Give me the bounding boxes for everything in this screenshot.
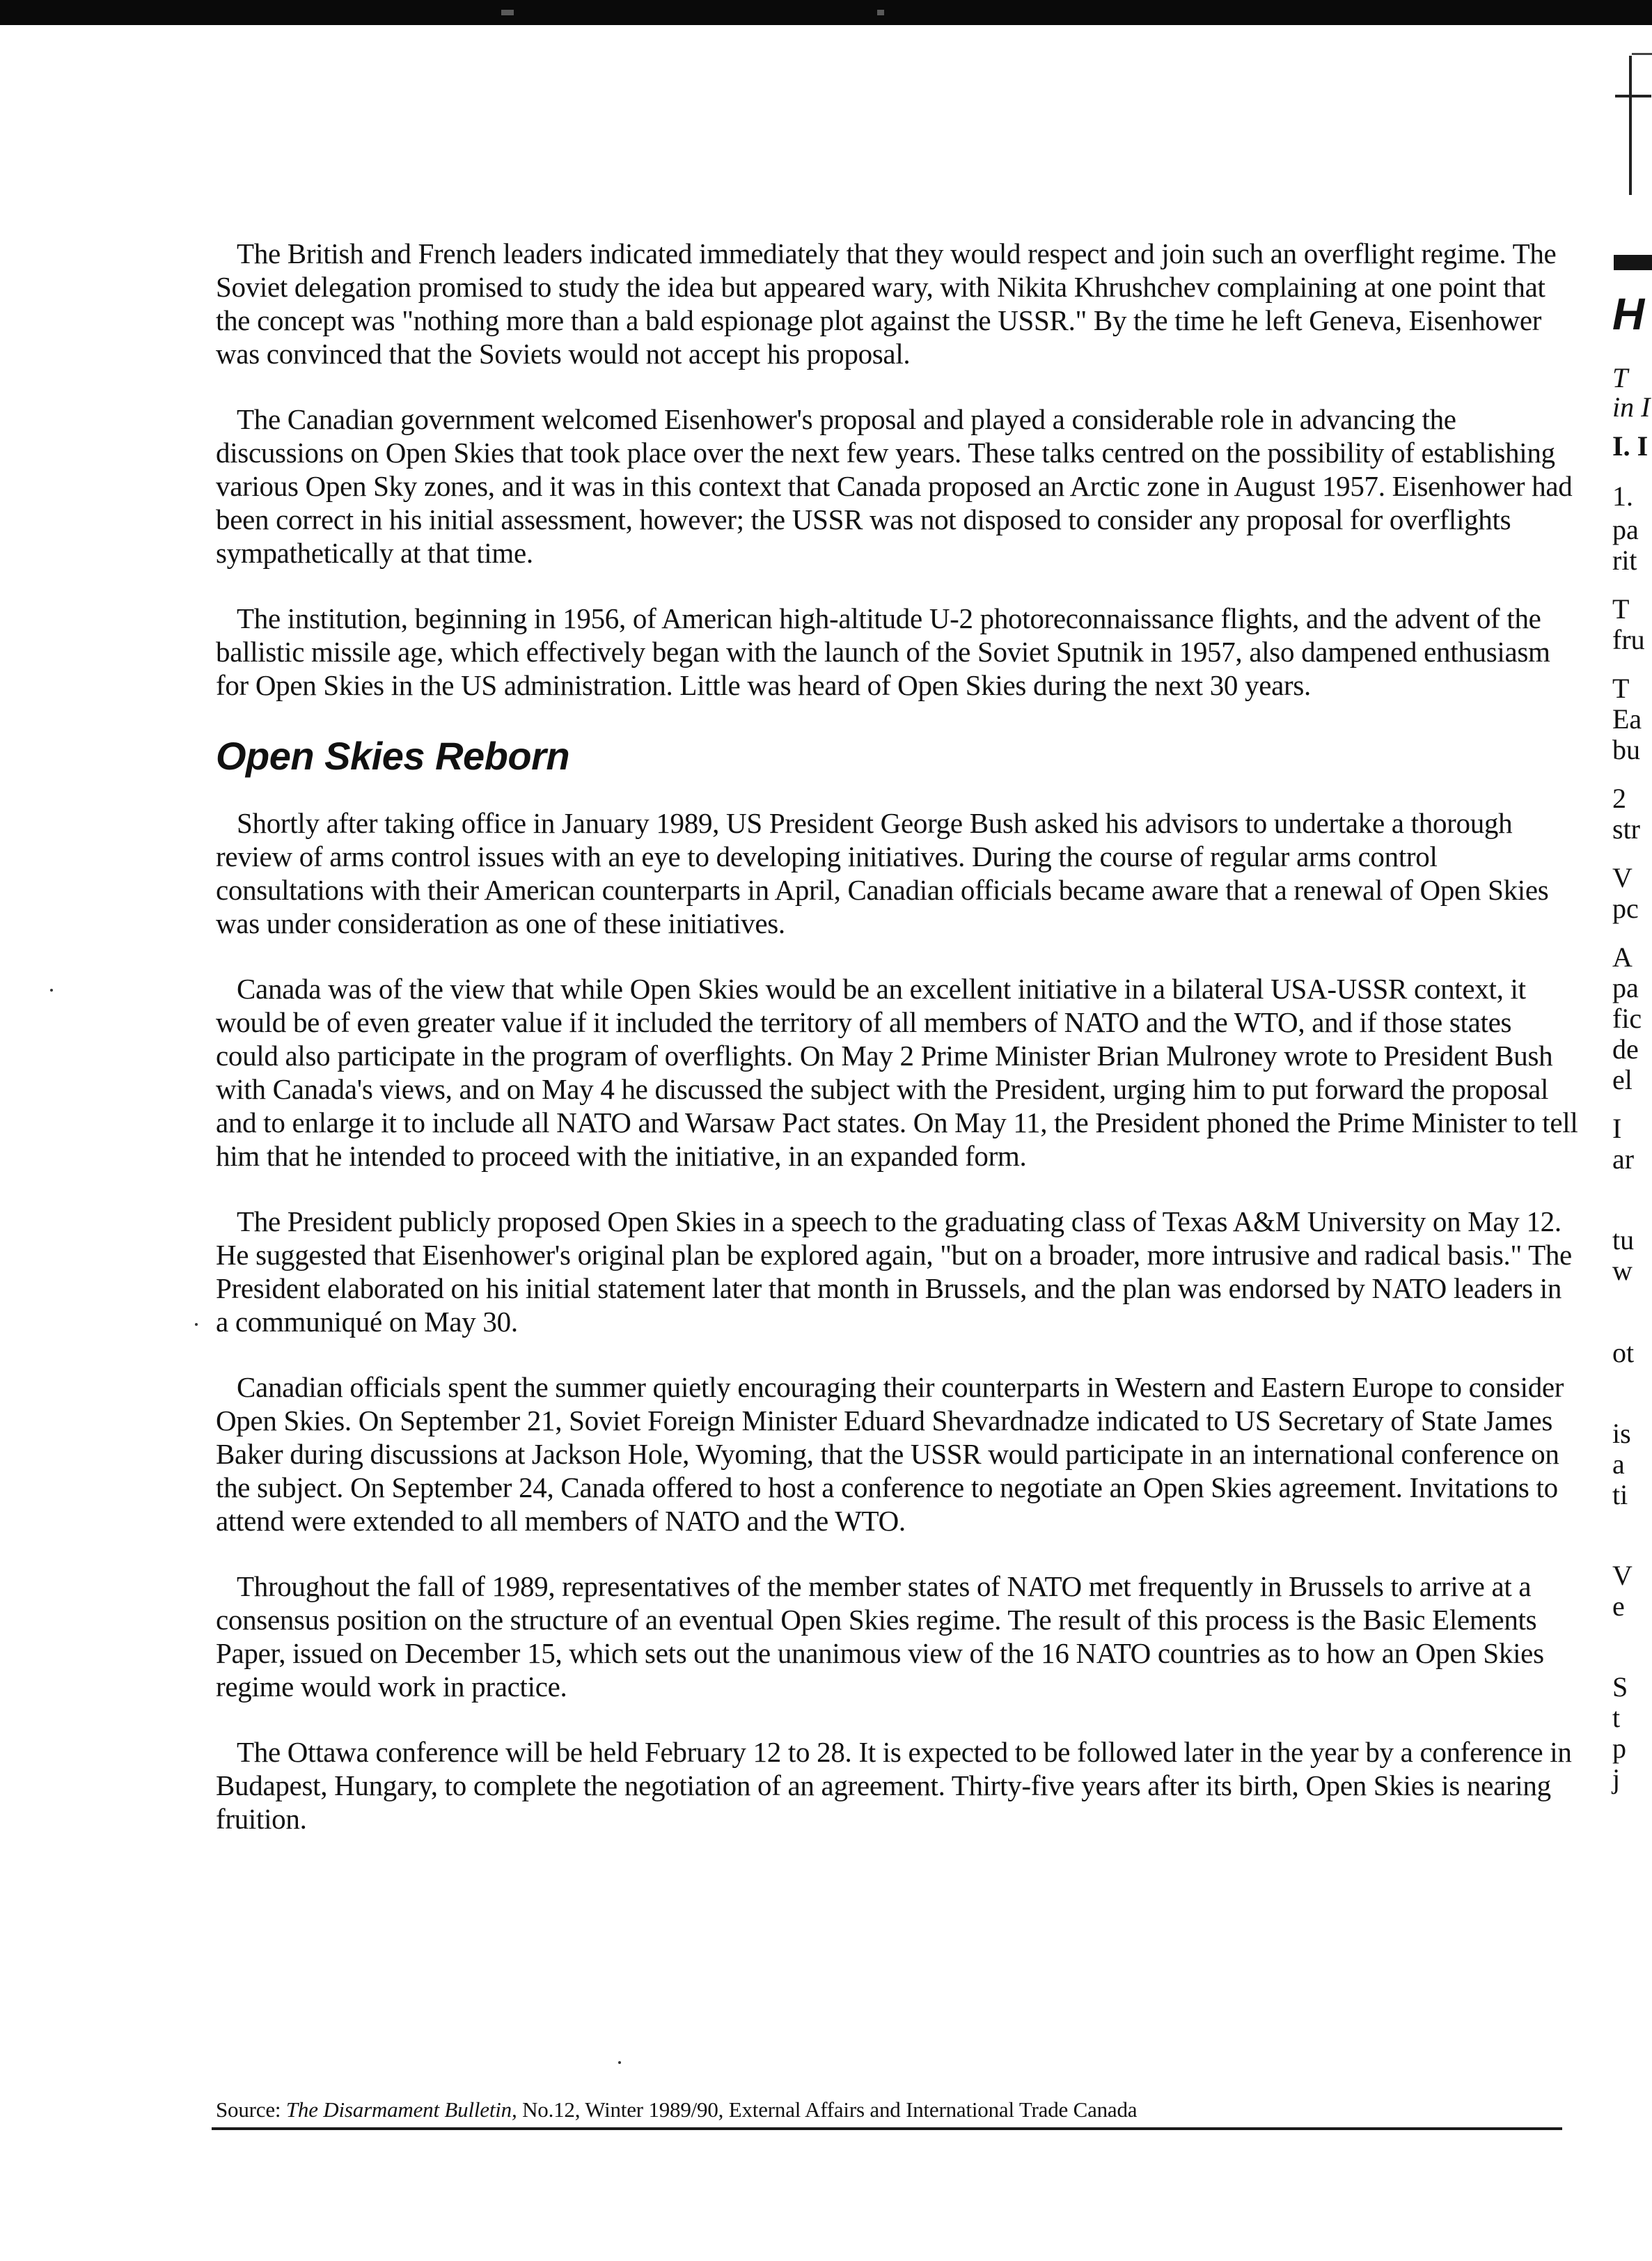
paragraphs-before: [216, 237, 1580, 702]
scan-speck: [195, 1323, 198, 1326]
source-citation: [216, 2097, 1137, 2122]
edge-mark: [1629, 56, 1632, 195]
article-column: [216, 237, 1580, 1868]
footer-rule: [212, 2127, 1562, 2130]
article-paragraph: Canadian officials spent the summer quietly encouraging their counterparts in Western and Eastern Europe to consider Open Skies. On September 21, Soviet Foreign Minister Eduard Shevardnadze indicated to US Secretary of State James Baker during discussions at Jackson Hole, Wyoming, that the USSR would participate in an international conference on the subject. On September 24, Canada offered to host a conference to negotiate an Open Skies agreement. Invitations to attend were extended to all members of NATO and the WTO.: [216, 1371, 1564, 1537]
edge-text-fragment: bu: [1612, 734, 1640, 765]
article-paragraph: The Canadian government welcomed Eisenhower's proposal and played a considerable role in advancing the discussions on Open Skies that took place over the next few years. These talks centred on the possibility of establishing various Open Sky zones, and it was in this context that Canada proposed an Arctic zone in August 1957. Eisenhower had been correct in his initial assessment, however; the USSR was not disposed to consider any proposal for overflights sympathetically at that time.: [216, 403, 1573, 569]
scan-speck: [50, 989, 53, 992]
article-paragraph: The institution, beginning in 1956, of American high-altitude U-2 photoreconnaissance flights, and the advent of the ballistic missile age, which effectively began with the launch of the Soviet Sputnik in 1957, also dampened enthusiasm for Open Skies in the US administration. Little was heard of Open Skies during the next 30 years.: [216, 602, 1550, 701]
source-publication: The Disarmament Bulletin,: [285, 2097, 517, 2122]
edge-text-fragment: p: [1612, 1732, 1626, 1764]
scan-artifact: [877, 10, 884, 15]
edge-text-fragment: ar: [1612, 1143, 1635, 1175]
edge-text-fragment: V: [1612, 1560, 1633, 1591]
scan-top-border: [0, 0, 1652, 25]
edge-text-fragment: V: [1612, 862, 1633, 893]
edge-text-fragment: w: [1612, 1255, 1633, 1286]
article-paragraph: Canada was of the view that while Open Skies would be an excellent initiative in a bilateral USA-USSR context, it would be of even greater value if it included the territory of all members of NATO and the WTO, and if those states could also participate in the program of overflights. On May 2 Prime Minister Brian Mulroney wrote to President Bush with Canada's views, and on May 4 he discussed the subject with the President, urging him to put forward the proposal and to enlarge it to include all NATO and Warsaw Pact states. On May 11, the President phoned the Prime Minister to tell him that he intended to proceed with the initiative, in an expanded form.: [216, 973, 1578, 1172]
article-paragraph: Throughout the fall of 1989, representatives of the member states of NATO met frequently in Brussels to arrive at a consensus position on the structure of an eventual Open Skies regime. The result of this process is the Basic Elements Paper, issued on December 15, which sets out the unanimous view of the 16 NATO countries as to how an Open Skies regime would work in practice.: [216, 1570, 1544, 1703]
edge-text-fragment: ot: [1612, 1337, 1635, 1368]
edge-text-fragment: a: [1612, 1448, 1625, 1480]
adjacent-page-edge: [1572, 25, 1652, 2261]
article-paragraph: The President publicly proposed Open Skies in a speech to the graduating class of Texas A&M University on May 12. He suggested that Eisenhower's original plan be explored again, "but on a broader, more intrusive and radical basis." The President elaborated on his initial statement later that month in Brussels, and the plan was endorsed by NATO leaders in a communiqué on May 30.: [216, 1205, 1572, 1338]
scan-artifact: [501, 10, 514, 15]
article-paragraph: Shortly after taking office in January 1989, US President George Bush asked his advisors to undertake a thorough review of arms control issues with an eye to developing initiatives. During the course of regular arms control consultations with their American counterparts in April, Canadian officials became aware that a renewal of Open Skies was under consideration as one of these initiatives.: [216, 807, 1549, 939]
edge-text-fragment: pa: [1612, 972, 1639, 1003]
section-heading: Open Skies Reborn: [216, 734, 570, 778]
edge-text-fragment: pa: [1612, 514, 1639, 545]
edge-text-fragment: T: [1612, 673, 1630, 704]
source-label: Source:: [216, 2097, 281, 2122]
edge-text-fragment: 2: [1612, 783, 1626, 814]
edge-text-fragment: de: [1612, 1033, 1639, 1065]
edge-text-fragment: S: [1612, 1671, 1628, 1703]
article-paragraph: The British and French leaders indicated immediately that they would respect and join such an overflight regime. The Soviet delegation promised to study the idea but appeared wary, with Nikita Khrushchev complaining at one point that the concept was "nothing more than a bald espionage plot against the USSR." By the time he left Geneva, Eisenhower was convinced that the Soviets would not accept his proposal.: [216, 237, 1557, 370]
edge-text-fragment: el: [1612, 1064, 1633, 1095]
edge-text-fragment: 1.: [1612, 480, 1633, 512]
edge-text-fragment: in I: [1612, 391, 1651, 423]
edge-text-fragment: fru: [1612, 624, 1645, 655]
edge-text-fragment: t: [1612, 1702, 1621, 1733]
edge-text-fragment: pc: [1612, 893, 1639, 924]
edge-black-bar: [1614, 255, 1652, 270]
article-paragraph: The Ottawa conference will be held February 12 to 28. It is expected to be followed later in the year by a conference in Budapest, Hungary, to complete the negotiation of an agreement. Thirty-five years after its birth, Open Skies is nearing fruition.: [216, 1736, 1572, 1835]
edge-text-fragment: I: [1612, 1113, 1622, 1144]
edge-text-fragment: A: [1612, 941, 1633, 973]
edge-text-fragment: fic: [1612, 1003, 1642, 1034]
edge-mark: [1615, 95, 1651, 97]
edge-text-fragment: j: [1612, 1763, 1621, 1794]
source-details: No.12, Winter 1989/90, External Affairs and International Trade Canada: [522, 2097, 1138, 2122]
edge-text-fragment: Ea: [1612, 703, 1642, 735]
edge-text-fragment: is: [1612, 1418, 1631, 1449]
edge-text-fragment: I. I: [1612, 430, 1649, 462]
edge-text-fragment: T: [1612, 362, 1628, 393]
edge-mark: [1632, 53, 1652, 55]
scan-speck: [618, 2061, 621, 2064]
edge-text-fragment: e: [1612, 1590, 1625, 1622]
edge-heading-fragment: H: [1612, 289, 1645, 339]
paragraphs-after: [216, 806, 1580, 1836]
edge-text-fragment: T: [1612, 593, 1630, 625]
edge-text-fragment: rit: [1612, 545, 1637, 576]
edge-text-fragment: str: [1612, 813, 1640, 845]
edge-text-fragment: tu: [1612, 1224, 1635, 1255]
edge-text-fragment: ti: [1612, 1479, 1628, 1510]
